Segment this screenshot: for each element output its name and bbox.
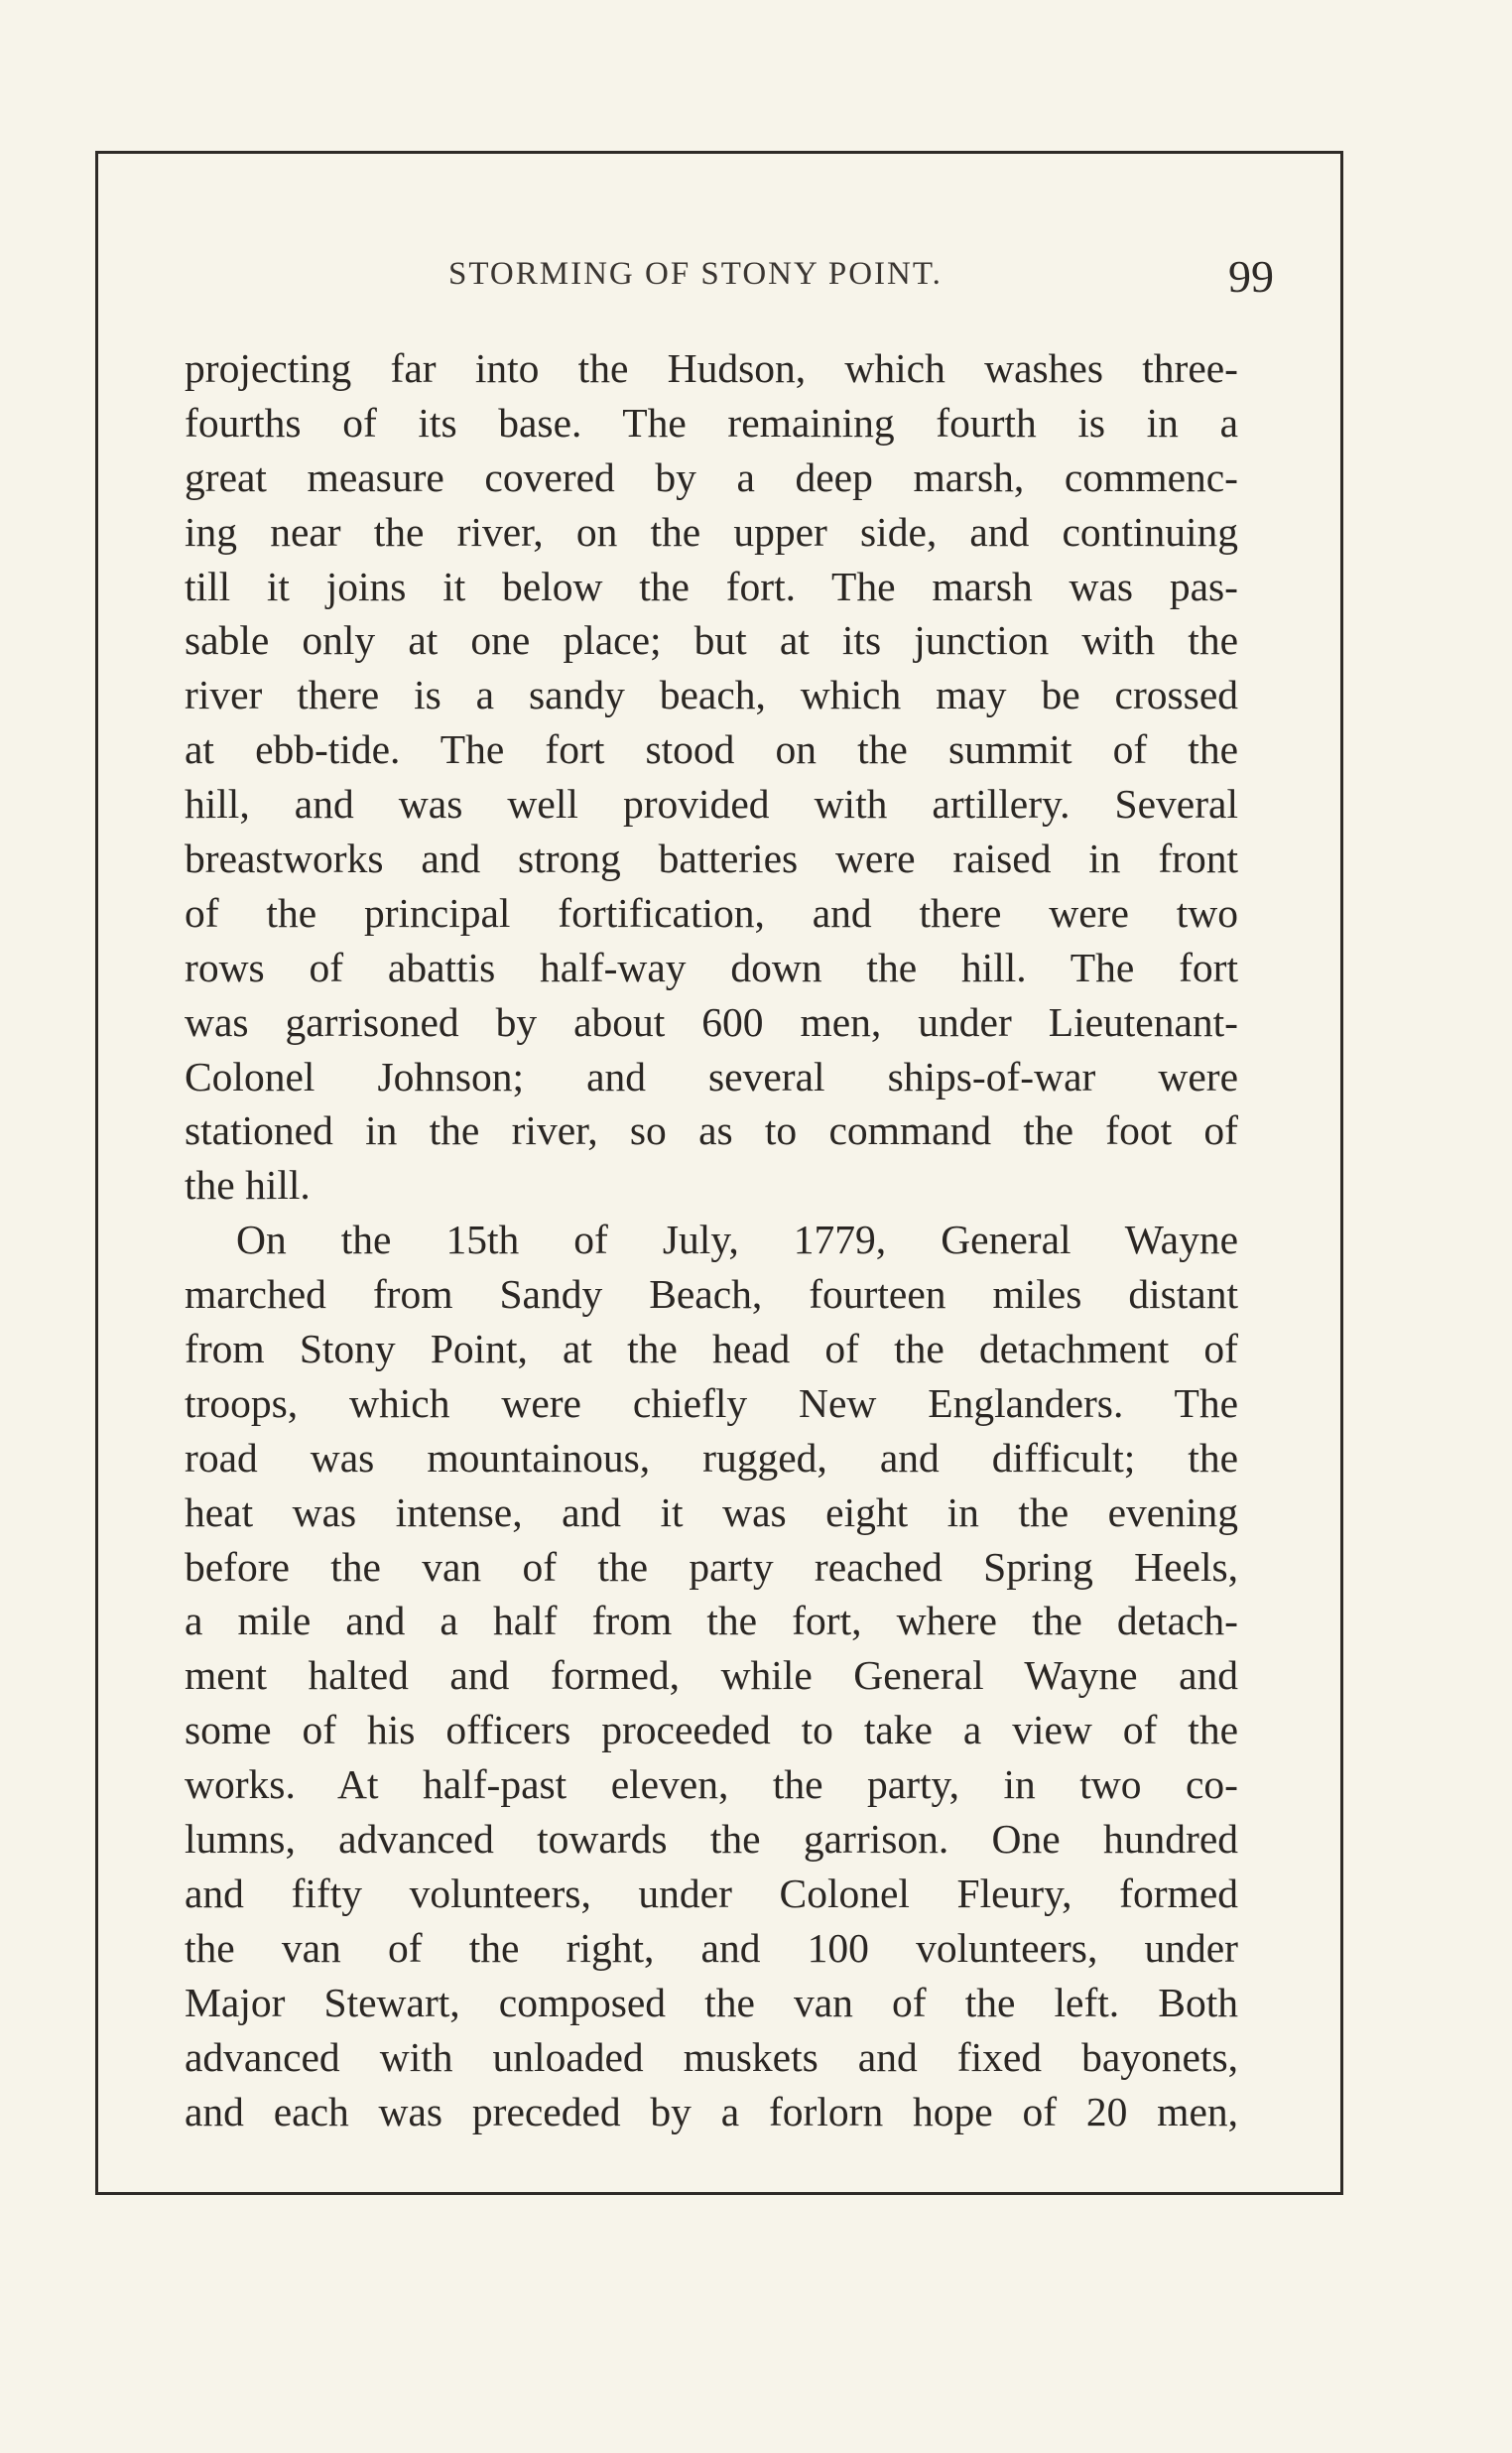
text-line: Colonel Johnson; and several ships-of-war were: [185, 1053, 1238, 1099]
text-line: river there is a sandy beach, which may be crossed: [185, 672, 1238, 718]
text-line: road was mountainous, rugged, and difficult; the: [185, 1434, 1238, 1481]
running-title: STORMING OF STONY POINT.: [448, 256, 943, 292]
body-text: [185, 341, 1238, 2138]
text-line: before the van of the party reached Spring Heels,: [185, 1543, 1238, 1590]
text-line: troops, which were chiefly New Englanders. The: [185, 1379, 1238, 1426]
text-line: heat was intense, and it was eight in the evening: [185, 1488, 1238, 1535]
text-line: On the 15th of July, 1779, General Wayne: [236, 1217, 1238, 1263]
text-line: ment halted and formed, while General Wayne and: [185, 1652, 1238, 1699]
text-line: from Stony Point, at the head of the detachment of: [185, 1326, 1238, 1372]
running-head: [95, 250, 1347, 310]
text-line: was garrisoned by about 600 men, under Lieutenant-: [185, 998, 1238, 1045]
text-line: of the principal fortification, and there were two: [185, 889, 1238, 936]
text-line: hill, and was well provided with artillery. Several: [185, 781, 1238, 828]
text-line: sable only at one place; but at its junction with the: [185, 617, 1238, 664]
text-line: great measure covered by a deep marsh, commenc-: [185, 453, 1238, 500]
text-line: ing near the river, on the upper side, and continuing: [185, 508, 1238, 555]
text-line: at ebb-tide. The fort stood on the summit of the: [185, 726, 1238, 773]
text-line: projecting far into the Hudson, which washes three-: [185, 345, 1238, 391]
text-line: and fifty volunteers, under Colonel Fleury, formed: [185, 1870, 1238, 1916]
text-line: lumns, advanced towards the garrison. One hundred: [185, 1816, 1238, 1863]
text-line: rows of abattis half-way down the hill. The fort: [185, 944, 1238, 990]
text-line: and each was preceded by a forlorn hope of 20 men,: [185, 2088, 1238, 2134]
text-line: fourths of its base. The remaining fourth is in a: [185, 399, 1238, 446]
text-line: some of his officers proceeded to take a view of the: [185, 1707, 1238, 1753]
text-line: Major Stewart, composed the van of the left. Both: [185, 1979, 1238, 2025]
text-line: breastworks and strong batteries were raised in front: [185, 836, 1238, 882]
text-line: till it joins it below the fort. The marsh was pas-: [185, 563, 1238, 609]
text-line: marched from Sandy Beach, fourteen miles distant: [185, 1271, 1238, 1318]
text-line: the van of the right, and 100 volunteers, under: [185, 1924, 1238, 1971]
text-line: stationed in the river, so as to command the foot of: [185, 1107, 1238, 1154]
page-number: 99: [1228, 251, 1274, 302]
text-line: works. At half-past eleven, the party, in two co-: [185, 1761, 1238, 1808]
text-line: the hill.: [185, 1162, 311, 1209]
text-line: a mile and a half from the fort, where the detach-: [185, 1598, 1238, 1644]
text-line: advanced with unloaded muskets and fixed bayonets,: [185, 2033, 1238, 2080]
